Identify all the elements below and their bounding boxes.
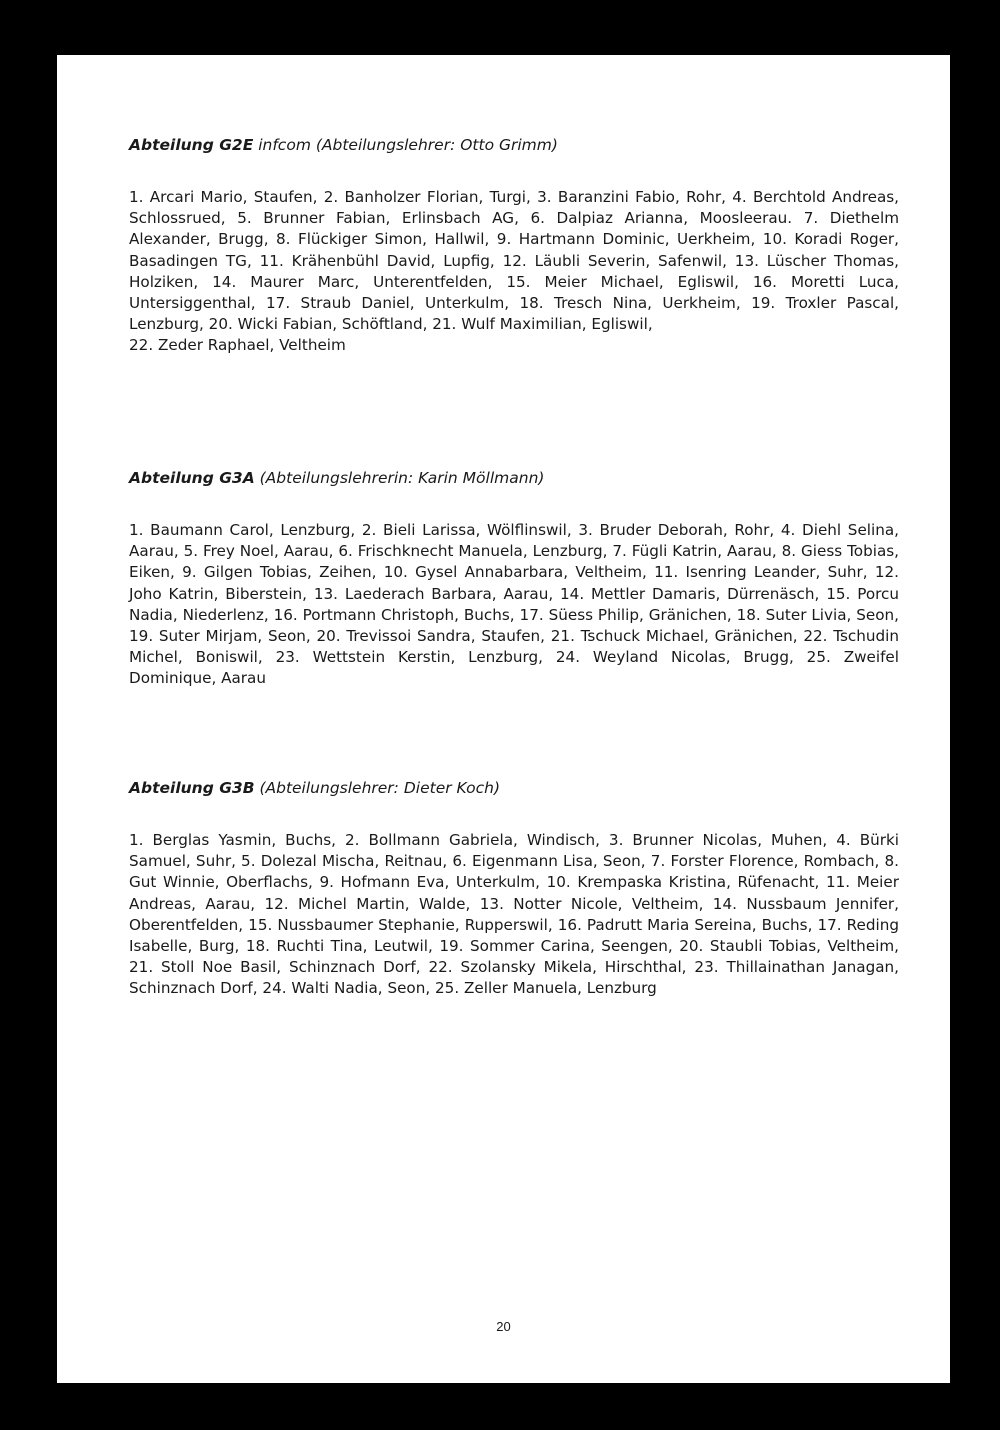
page-number: 20 xyxy=(496,1319,511,1334)
teacher-info: (Abteilungslehrerin: Karin Möllmann) xyxy=(254,469,545,487)
section-g3a xyxy=(129,468,899,690)
document-page xyxy=(57,55,950,1383)
section-heading xyxy=(129,468,899,488)
department-name: Abteilung G3B xyxy=(129,779,255,797)
teacher-info: infcom (Abteilungslehrer: Otto Grimm) xyxy=(253,136,558,154)
section-heading xyxy=(129,778,899,798)
section-heading xyxy=(129,135,899,155)
student-list-last-line: 22. Zeder Raphael, Veltheim xyxy=(129,336,346,355)
department-name: Abteilung G2E xyxy=(129,136,254,154)
student-list: 1. Berglas Yasmin, Buchs, 2. Bollmann Gabriela, Windisch, 3. Brunner Nicolas, Muhen, 4. Bürki Samuel, Suhr, 5. Dolezal Mischa, Reitnau, 6. Eigenmann Lisa, Seon, 7. Forster Florence, Rombach, 8. Gut Winnie, Oberflachs, 9. Hofmann Eva, Unterkulm, 10. Krempaska Kristina, Rüfenacht, 11. Meier Andreas, Aarau, 12. Michel Martin, Walde, 13. Notter Nicole, Veltheim, 14. Nussbaum Jennifer, Oberentfelden, 15. Nussbaumer Stephanie, Rupperswil, 16. Padrutt Maria Sereina, Buchs, 17. Reding Isabelle, Burg, 18. Ruchti Tina, Leutwil, 19. Sommer Carina, Seengen, 20. Staubli Tobias, Veltheim, 21. Stoll Noe Basil, Schinznach Dorf, 22. Szolansky Mikela, Hirschthal, 23. Thillainathan Janagan, Schinznach Dorf, 24. Walti Nadia, Seon, 25. Zeller Manuela, Lenzburg xyxy=(129,831,899,998)
section-g2e xyxy=(129,135,899,357)
department-name: Abteilung G3A xyxy=(129,469,255,487)
student-list: 1. Arcari Mario, Staufen, 2. Banholzer Florian, Turgi, 3. Baranzini Fabio, Rohr, 4. Berchtold Andreas, Schlossrued, 5. Brunner Fabian, Erlinsbach AG, 6. Dalpiaz Arianna, Moosleerau. 7. Diethelm Alexander, Brugg, 8. Flückiger Simon, Hallwil, 9. Hartmann Dominic, Uerkheim, 10. Koradi Roger, Basadingen TG, 11. Krähenbühl David, Lupfig, 12. Läubli Severin, Safenwil, 13. Lüscher Thomas, Holziken, 14. Maurer Marc, Unterentfelden, 15. Meier Michael, Egliswil, 16. Moretti Luca, Untersiggenthal, 17. Straub Daniel, Unterkulm, 18. Tresch Nina, Uerkheim, 19. Troxler Pascal, Lenzburg, 20. Wicki Fabian, Schöftland, 21. Wulf Maximilian, Egliswil, xyxy=(129,188,899,334)
teacher-info: (Abteilungslehrer: Dieter Koch) xyxy=(254,779,501,797)
student-list: 1. Baumann Carol, Lenzburg, 2. Bieli Larissa, Wölflinswil, 3. Bruder Deborah, Rohr, 4. Diehl Selina, Aarau, 5. Frey Noel, Aarau, 6. Frischknecht Manuela, Lenzburg, 7. Fügli Katrin, Aarau, 8. Giess Tobias, Eiken, 9. Gilgen Tobias, Zeihen, 10. Gysel Annabarbara, Veltheim, 11. Isenring Leander, Suhr, 12. Joho Katrin, Biberstein, 13. Laederach Barbara, Aarau, 14. Mettler Damaris, Dürrenäsch, 15. Porcu Nadia, Niederlenz, 16. Portmann Christoph, Buchs, 17. Süess Philip, Gränichen, 18. Suter Livia, Seon, 19. Suter Mirjam, Seon, 20. Trevissoi Sandra, Staufen, 21. Tschuck Michael, Gränichen, 22. Tschudin Michel, Boniswil, 23. Wettstein Kerstin, Lenzburg, 24. Weyland Nicolas, Brugg, 25. Zweifel Dominique, Aarau xyxy=(129,521,899,688)
section-g3b xyxy=(129,778,899,1000)
